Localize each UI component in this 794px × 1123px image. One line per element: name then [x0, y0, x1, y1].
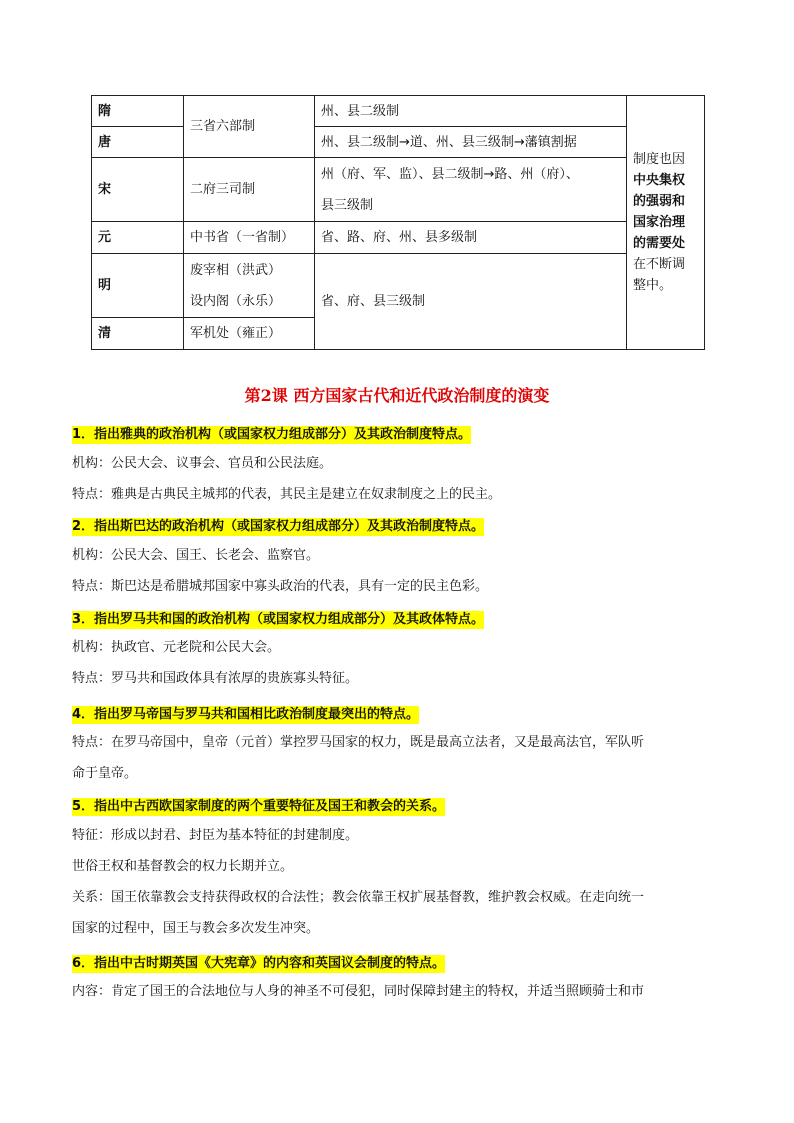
- local-system-cell: 州、县二级制: [315, 96, 627, 127]
- dynasty-cell: 明: [92, 254, 184, 318]
- answer-line: 命于皇帝。: [72, 766, 138, 781]
- question-heading: [72, 703, 419, 722]
- answer-line: 关系：国王依靠教会支持获得政权的合法性；教会依靠王权扩展基督教，维护教会权威。在走向统一: [72, 890, 645, 905]
- central-system-cell: 中书省（一省制）: [184, 222, 315, 254]
- local-system-cell: 州、县二级制→道、州、县三级制→藩镇割据: [315, 127, 627, 158]
- note-line-bold: 中央集权: [633, 173, 686, 188]
- answer-line: 特点：雅典是古典民主城邦的代表，其民主是建立在奴隶制度之上的民主。: [72, 487, 502, 502]
- answer-line: 世俗王权和基督教会的权力长期并立。: [72, 859, 294, 874]
- dynasty-cell: 元: [92, 222, 184, 254]
- local-system-cell: [315, 158, 627, 222]
- central-line: 设内阁（永乐）: [190, 293, 282, 309]
- question-heading: [72, 952, 445, 971]
- table-row: [92, 222, 705, 254]
- note-line: 在不断调: [633, 257, 686, 272]
- note-line-bold: 的需要处: [633, 236, 686, 251]
- central-line: 废宰相（洪武）: [190, 262, 282, 278]
- question-heading: [72, 515, 484, 534]
- answer-line: 机构：公民大会、国王、长老会、监察官。: [72, 548, 320, 563]
- answer-line: 机构：公民大会、议事会、官员和公民法庭。: [72, 456, 333, 471]
- question-text: 4．指出罗马帝国与罗马共和国相比政治制度最突出的特点。: [72, 707, 420, 722]
- dynasty-cell: 宋: [92, 158, 184, 222]
- answer-line: 特征：形成以封君、封臣为基本特征的封建制度。: [72, 828, 359, 843]
- note-line: 整中。: [633, 278, 673, 293]
- question-heading: [72, 795, 445, 814]
- answer-line: 特点：在罗马帝国中，皇帝（元首）掌控罗马国家的权力，既是最高立法者，又是最高法官，军队听: [72, 735, 645, 750]
- local-system-cell: 省、府、县三级制: [315, 254, 627, 350]
- question-text: 3．指出罗马共和国的政治机构（或国家权力组成部分）及其政体特点。: [72, 612, 485, 627]
- table-row: [92, 254, 705, 318]
- question-text: 5．指出中古西欧国家制度的两个重要特征及国王和教会的关系。: [72, 799, 446, 814]
- answer-line: 机构：执政官、元老院和公民大会。: [72, 640, 281, 655]
- table-note-cell: [627, 96, 705, 350]
- question-text: 2．指出斯巴达的政治机构（或国家权力组成部分）及其政治制度特点。: [72, 519, 485, 534]
- central-system-cell: 三省六部制: [184, 96, 315, 158]
- note-line: 制度也因: [633, 152, 686, 167]
- local-line: 州（府、军、监）、县二级制→路、州（府）、: [321, 166, 579, 182]
- answer-line: 内容：肯定了国王的合法地位与人身的神圣不可侵犯，同时保障封建主的特权，并适当照顾骑士和市: [72, 984, 645, 999]
- question-text: 1．指出雅典的政治机构（或国家权力组成部分）及其政治制度特点。: [72, 427, 472, 442]
- answer-line: 特点：斯巴达是希腊城邦国家中寡头政治的代表，具有一定的民主色彩。: [72, 579, 489, 594]
- central-system-cell: [184, 254, 315, 318]
- answer-line: 国家的过程中，国王与教会多次发生冲突。: [72, 921, 320, 936]
- dynasty-cell: 隋: [92, 96, 184, 127]
- lesson-title: 第2课 西方国家古代和近代政治制度的演变: [244, 386, 550, 405]
- question-text: 6．指出中古时期英国《大宪章》的内容和英国议会制度的特点。: [72, 956, 446, 971]
- table-row: [92, 127, 705, 158]
- question-heading: [72, 608, 484, 627]
- local-line: 县三级制: [321, 197, 374, 213]
- note-line-bold: 的强弱和: [633, 194, 686, 209]
- central-system-cell: 军机处（雍正）: [184, 318, 315, 350]
- dynasty-cell: 唐: [92, 127, 184, 158]
- note-line-bold: 国家治理: [633, 215, 686, 230]
- political-system-table: [91, 95, 705, 350]
- central-system-cell: 二府三司制: [184, 158, 315, 222]
- table-row: [92, 96, 705, 127]
- answer-line: 特点：罗马共和国政体具有浓厚的贵族寡头特征。: [72, 671, 359, 686]
- question-heading: [72, 423, 471, 442]
- local-system-cell: 省、路、府、州、县多级制: [315, 222, 627, 254]
- dynasty-cell: 清: [92, 318, 184, 350]
- table-row: [92, 158, 705, 222]
